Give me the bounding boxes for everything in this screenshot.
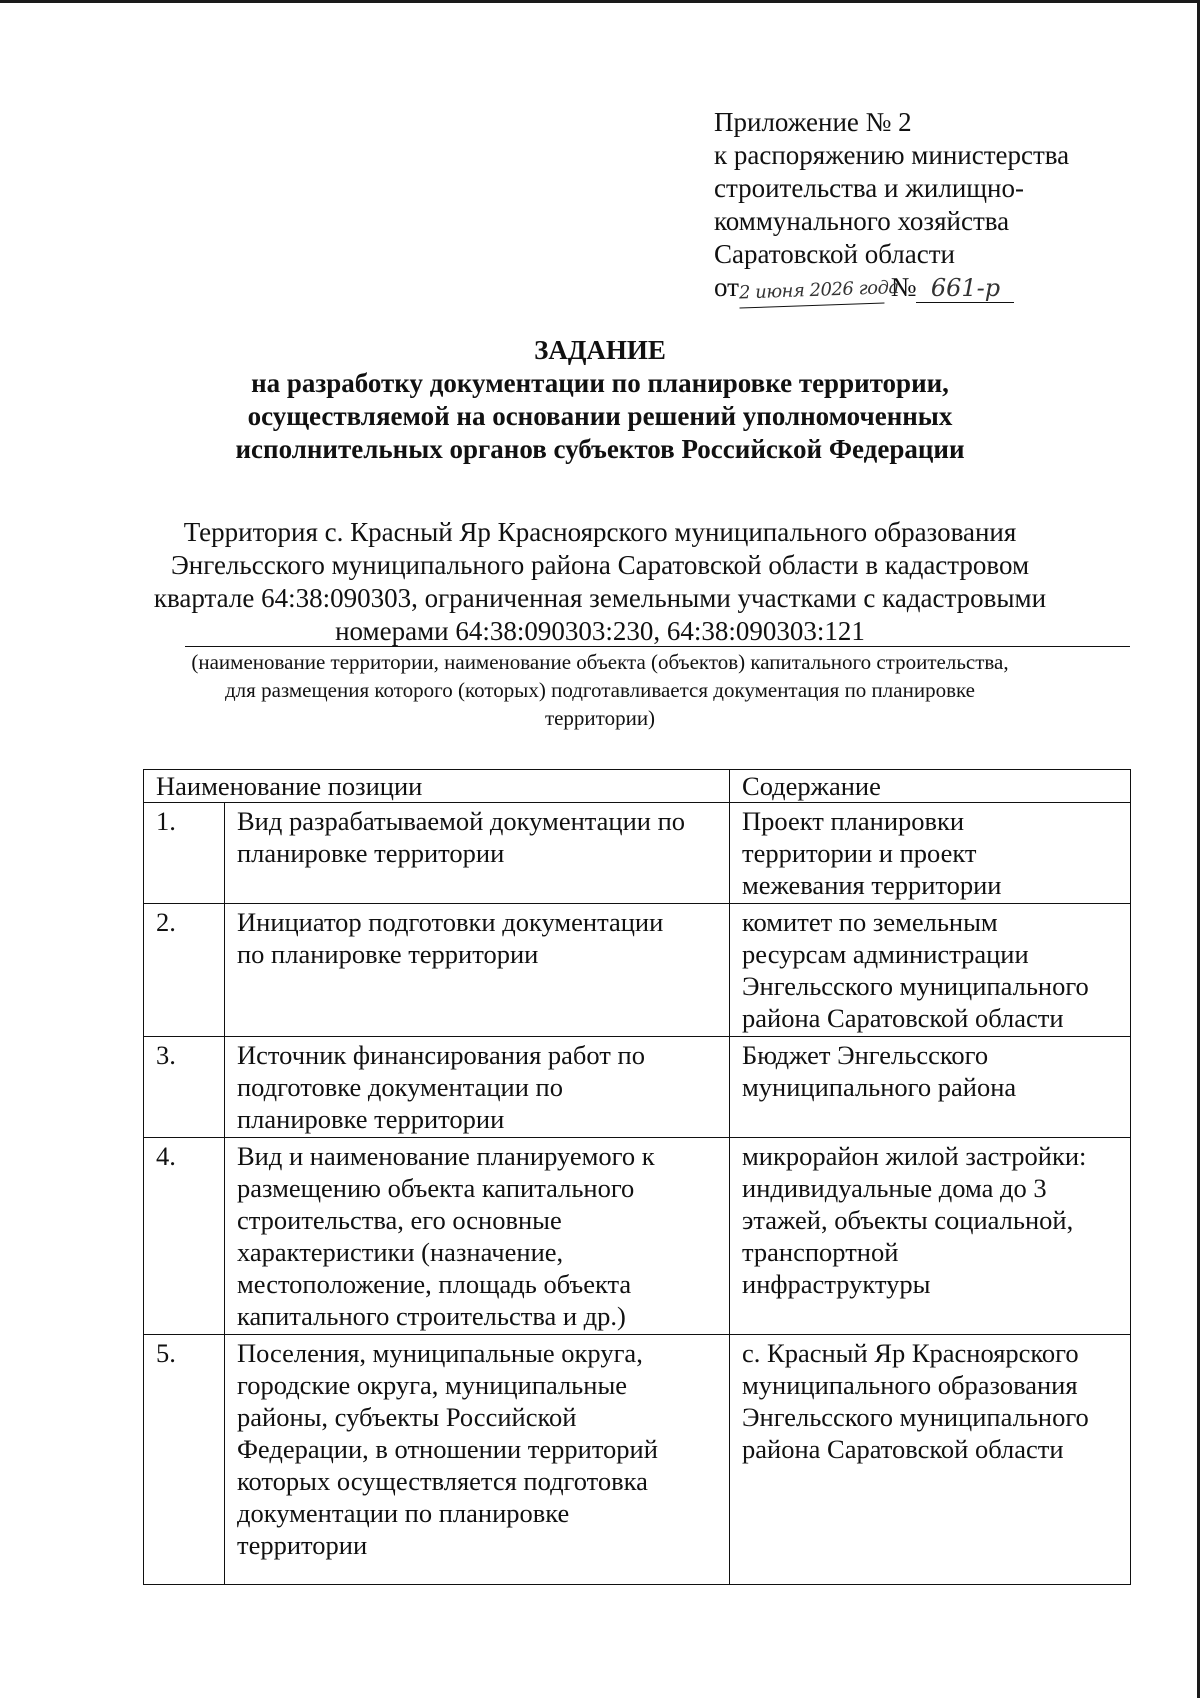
header-content: Содержание — [730, 770, 1131, 803]
territory-description — [150, 516, 1050, 648]
appendix-line: строительства и жилищно- — [714, 173, 1024, 203]
row-content — [730, 1335, 1131, 1585]
row-content-line: Энгельсского муниципального — [742, 1402, 1089, 1432]
row-content-line: ресурсам администрации — [742, 939, 1029, 969]
row-name-line: планировке территории — [237, 838, 505, 868]
row-content-line: этажей, объекты социальной, — [742, 1205, 1074, 1235]
row-name-line: Вид разрабатываемой документации по — [237, 806, 686, 836]
row-content — [730, 803, 1131, 904]
row-name-line: Поселения, муниципальные округа, — [237, 1338, 643, 1368]
row-content-line: межевания территории — [742, 870, 1002, 900]
row-content-line: территории и проект — [742, 838, 977, 868]
date-prefix: от — [714, 272, 739, 302]
territory-line: номерами 64:38:090303:230, 64:38:090303:121 — [335, 616, 865, 646]
handwritten-number: 661-р — [916, 274, 1014, 303]
title-line: осуществляемой на основании решений уполномоченных — [247, 401, 953, 431]
row-name-line: Федерации, в отношении территорий — [237, 1434, 658, 1464]
row-content — [730, 904, 1131, 1037]
row-content-line: района Саратовской области — [742, 1003, 1064, 1033]
row-name-line: характеристики (назначение, — [237, 1237, 564, 1267]
scan-top-edge — [0, 0, 1200, 3]
row-name — [225, 904, 730, 1037]
row-content-line: комитет по земельным — [742, 907, 998, 937]
table-row — [144, 1037, 1131, 1138]
row-content-line: Проект планировки — [742, 806, 965, 836]
row-name-line: по планировке территории — [237, 939, 539, 969]
territory-underline — [185, 646, 1130, 647]
row-number: 2. — [144, 904, 225, 1037]
row-content-line: Энгельсского муниципального — [742, 971, 1089, 1001]
territory-line: квартале 64:38:090303, ограниченная земельными участками с кадастровыми — [153, 583, 1047, 613]
row-name-line: документации по планировке — [237, 1498, 570, 1528]
territory-caption — [150, 648, 1050, 732]
row-content-line: микрорайон жилой застройки: — [742, 1141, 1087, 1171]
row-name-line: Источник финансирования работ по — [237, 1040, 645, 1070]
row-content-line: транспортной — [742, 1237, 899, 1267]
row-content — [730, 1138, 1131, 1335]
row-name-line: Вид и наименование планируемого к — [237, 1141, 655, 1171]
title-line: на разработку документации по планировке территории, — [251, 368, 949, 398]
appendix-block — [714, 106, 1114, 306]
territory-line: Территория с. Красный Яр Красноярского муниципального образования — [183, 517, 1017, 547]
row-content-line: инфраструктуры — [742, 1269, 931, 1299]
appendix-line: Приложение № 2 — [714, 107, 912, 137]
appendix-line: коммунального хозяйства — [714, 206, 1010, 236]
task-table — [143, 769, 1131, 1585]
row-name-line: районы, субъекты Российской — [237, 1402, 577, 1432]
row-name-line: Инициатор подготовки документации — [237, 907, 664, 937]
row-name-line: местоположение, площадь объекта — [237, 1269, 632, 1299]
title-line: исполнительных органов субъектов Российской Федерации — [235, 434, 965, 464]
caption-line: для размещения которого (которых) подготавливается документация по планировке — [225, 678, 975, 702]
document-title — [150, 334, 1050, 466]
row-name-line: строительства, его основные — [237, 1205, 562, 1235]
appendix-line: к распоряжению министерства — [714, 140, 1070, 170]
row-name — [225, 803, 730, 904]
row-name-line: планировке территории — [237, 1104, 505, 1134]
row-content-line: района Саратовской области — [742, 1434, 1064, 1464]
appendix-line: Саратовской области — [714, 239, 955, 269]
row-content-line: Бюджет Энгельсского — [742, 1040, 989, 1070]
row-name-line: которых осуществляется подготовка — [237, 1466, 648, 1496]
table-row — [144, 1138, 1131, 1335]
header-position-name: Наименование позиции — [144, 770, 730, 803]
row-name — [225, 1335, 730, 1585]
row-name-line: капитального строительства и др.) — [237, 1301, 626, 1331]
table-row — [144, 904, 1131, 1037]
row-name — [225, 1138, 730, 1335]
row-name-line: подготовке документации по — [237, 1072, 563, 1102]
title-heading: ЗАДАНИЕ — [534, 335, 666, 365]
row-name-line: территории — [237, 1530, 368, 1560]
row-content-line: муниципального образования — [742, 1370, 1078, 1400]
row-number: 4. — [144, 1138, 225, 1335]
row-number: 1. — [144, 803, 225, 904]
row-content-line: с. Красный Яр Красноярского — [742, 1338, 1079, 1368]
row-name-line: размещению объекта капитального — [237, 1173, 635, 1203]
table-row — [144, 803, 1131, 904]
handwritten-date: 2 июня 2026 года — [738, 274, 884, 308]
row-number: 3. — [144, 1037, 225, 1138]
row-number: 5. — [144, 1335, 225, 1585]
territory-line: Энгельсского муниципального района Саратовской области в кадастровом — [170, 550, 1030, 580]
table-header-row — [144, 770, 1131, 803]
date-number-line — [714, 271, 1114, 306]
table-row — [144, 1335, 1131, 1585]
caption-line: (наименование территории, наименование объекта (объектов) капитального строительства, — [191, 650, 1009, 674]
row-content-line: индивидуальные дома до 3 — [742, 1173, 1047, 1203]
row-name-line: городские округа, муниципальные — [237, 1370, 628, 1400]
caption-line: территории) — [544, 706, 656, 730]
row-content-line: муниципального района — [742, 1072, 1017, 1102]
row-name — [225, 1037, 730, 1138]
number-label: № — [890, 272, 917, 302]
row-content — [730, 1037, 1131, 1138]
